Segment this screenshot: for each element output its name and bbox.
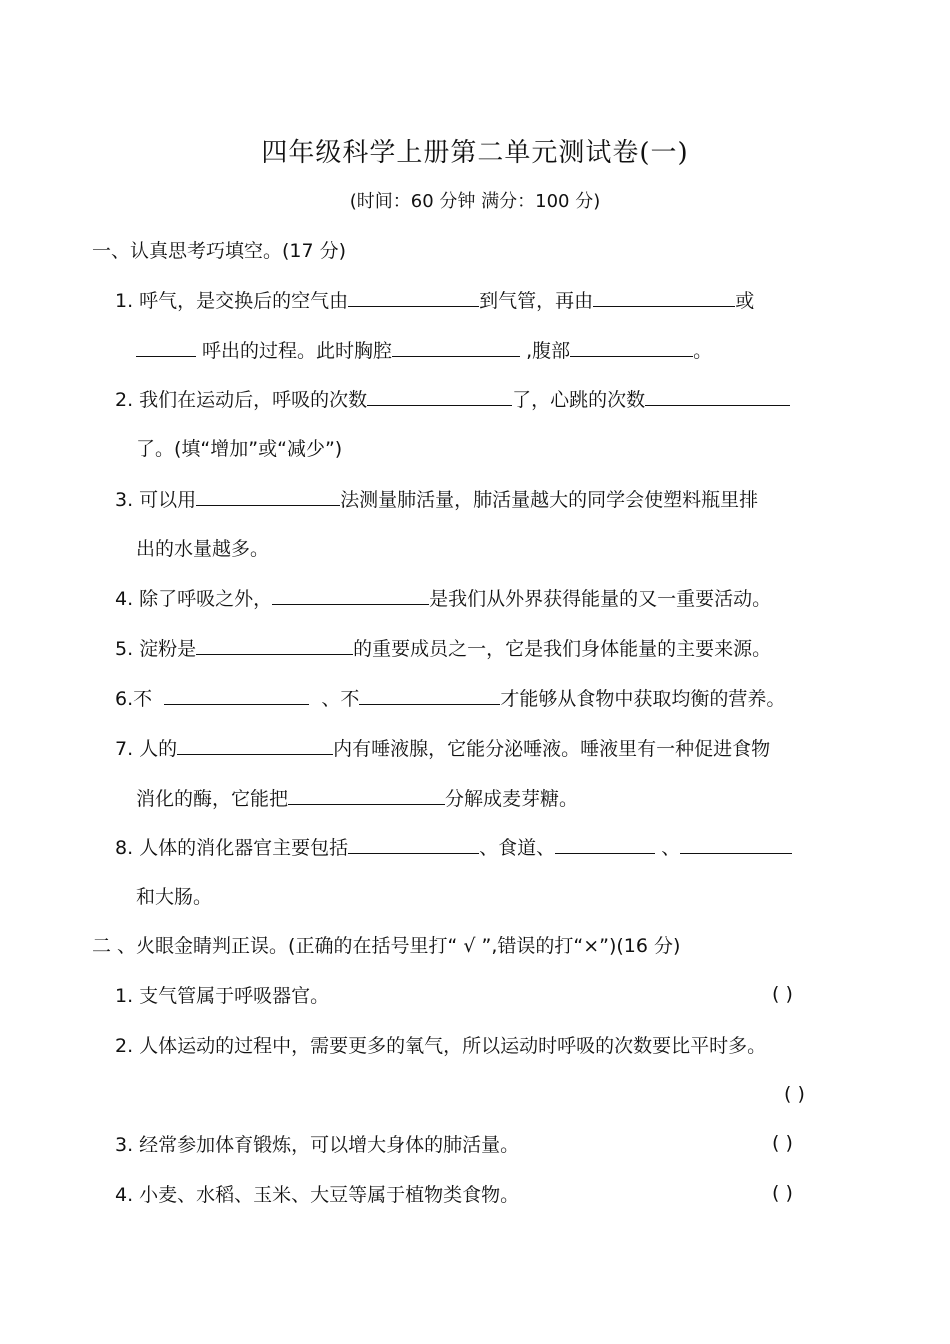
q3-text-b: 法测量肺活量，肺活量越大的同学会使塑料瓶里排 bbox=[340, 489, 759, 511]
q8-blank-1[interactable] bbox=[348, 834, 479, 854]
question-5 bbox=[115, 635, 771, 662]
q1-text-b: 到气管，再由 bbox=[479, 290, 594, 312]
q6-text-b: 、不 bbox=[321, 688, 360, 710]
q3-blank-1[interactable] bbox=[196, 486, 340, 506]
q5-text-a: 5. 淀粉是 bbox=[115, 638, 197, 660]
q7-text-c: 消化的酶，它能把 bbox=[136, 788, 289, 810]
q7-text-d: 分解成麦芽糖。 bbox=[445, 788, 579, 810]
q2-text-a: 2. 我们在运动后，呼吸的次数 bbox=[115, 389, 368, 411]
question-7-line2 bbox=[136, 785, 578, 812]
q3-text-c: 出的水量越多。 bbox=[136, 538, 270, 560]
q1-text-f: 。 bbox=[693, 340, 713, 362]
q2-text-b: 了，心跳的次数 bbox=[512, 389, 646, 411]
q5-blank-1[interactable] bbox=[196, 635, 353, 655]
q7-blank-1[interactable] bbox=[177, 735, 333, 755]
q4-text-a: 4. 除了呼吸之外， bbox=[115, 588, 273, 610]
section1-heading: 一、认真思考巧填空。(17 分) bbox=[92, 240, 347, 262]
question-1-line2 bbox=[136, 337, 712, 364]
q1-blank-1[interactable] bbox=[348, 287, 479, 307]
answer-paren-2[interactable]: ( ) bbox=[784, 1083, 805, 1105]
exam-info: (时间：60 分钟 满分：100 分) bbox=[349, 191, 601, 212]
q8-text-c: 、 bbox=[661, 837, 681, 859]
q1-text-a: 1. 呼气，是交换后的空气由 bbox=[115, 290, 349, 312]
q1-blank-2[interactable] bbox=[593, 287, 735, 307]
page-title: 四年级科学上册第二单元测试卷(一) bbox=[261, 138, 689, 168]
q5-text-b: 的重要成员之一，它是我们身体能量的主要来源。 bbox=[353, 638, 772, 660]
q8-blank-3[interactable] bbox=[680, 834, 792, 854]
q2-blank-2[interactable] bbox=[645, 386, 790, 406]
q2-text-c: 了。(填“增加”或“减少”) bbox=[136, 438, 343, 460]
judge-item-2: 2. 人体运动的过程中，需要更多的氧气，所以运动时呼吸的次数要比平时多。 bbox=[115, 1035, 767, 1057]
question-1-line1 bbox=[115, 287, 754, 314]
question-7-line1 bbox=[115, 735, 770, 762]
q2-blank-1[interactable] bbox=[367, 386, 512, 406]
q1-blank-5[interactable] bbox=[570, 337, 693, 357]
question-4 bbox=[115, 585, 771, 612]
q4-blank-1[interactable] bbox=[272, 585, 429, 605]
question-2-line1 bbox=[115, 386, 790, 413]
q1-text-d: 呼出的过程。此时胸腔 bbox=[202, 340, 393, 362]
q8-text-a: 8. 人体的消化器官主要包括 bbox=[115, 837, 349, 859]
q4-text-b: 是我们从外界获得能量的又一重要活动。 bbox=[429, 588, 772, 610]
q1-blank-4[interactable] bbox=[392, 337, 520, 357]
q7-text-a: 7. 人的 bbox=[115, 738, 178, 760]
q7-text-b: 内有唾液腺，它能分泌唾液。唾液里有一种促进食物 bbox=[333, 738, 771, 760]
q1-text-e: ,腹部 bbox=[520, 340, 571, 362]
judge-item-1: 1. 支气管属于呼吸器官。 bbox=[115, 985, 330, 1007]
q8-blank-2[interactable] bbox=[555, 834, 655, 854]
q8-text-b: 、食道、 bbox=[479, 837, 556, 859]
q7-blank-2[interactable] bbox=[288, 785, 445, 805]
q3-text-a: 3. 可以用 bbox=[115, 489, 197, 511]
judge-item-4: 4. 小麦、水稻、玉米、大豆等属于植物类食物。 bbox=[115, 1184, 520, 1206]
answer-paren-1[interactable]: ( ) bbox=[772, 983, 793, 1005]
q6-blank-1[interactable] bbox=[164, 685, 309, 705]
q1-blank-3[interactable] bbox=[136, 337, 196, 357]
q1-text-c: 或 bbox=[735, 290, 755, 312]
section2-heading: 二 、火眼金睛判正误。(正确的在括号里打“ √ ”,错误的打“×”)(16 分) bbox=[92, 935, 681, 957]
question-6 bbox=[115, 685, 785, 712]
q6-text-c: 才能够从食物中获取均衡的营养。 bbox=[500, 688, 786, 710]
answer-paren-3[interactable]: ( ) bbox=[772, 1132, 793, 1154]
q6-blank-2[interactable] bbox=[359, 685, 500, 705]
question-3-line1 bbox=[115, 486, 758, 513]
judge-item-3: 3. 经常参加体育锻炼，可以增大身体的肺活量。 bbox=[115, 1134, 520, 1156]
question-8-line1 bbox=[115, 834, 792, 861]
q6-text-a: 6.不 bbox=[115, 688, 153, 710]
q8-text-d: 和大肠。 bbox=[136, 886, 213, 908]
answer-paren-4[interactable]: ( ) bbox=[772, 1182, 793, 1204]
